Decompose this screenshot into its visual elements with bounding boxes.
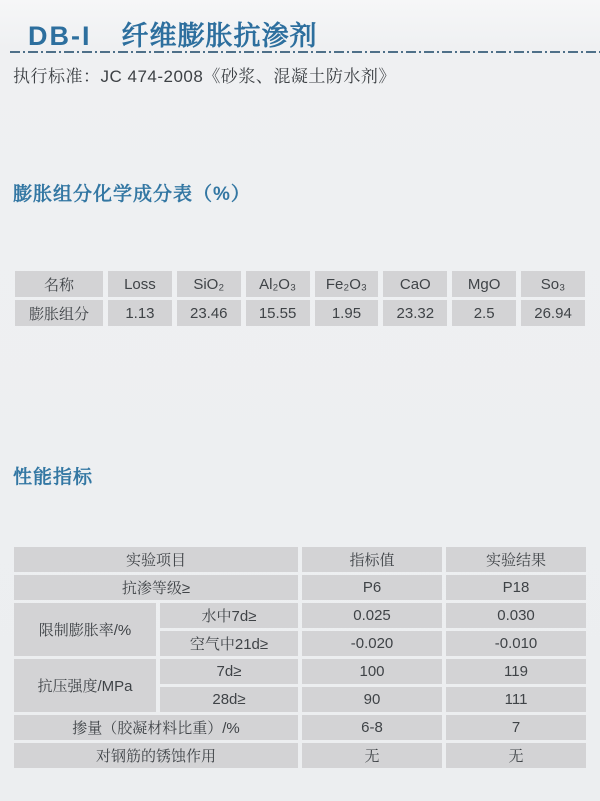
- compressive-28d-result: 111: [446, 687, 586, 712]
- dosage-label: 掺量（胶凝材料比重）/%: [14, 715, 298, 740]
- corrosion-label: 对钢筋的锈蚀作用: [14, 743, 298, 768]
- expansion-air21d-label: 空气中21d≥: [160, 631, 298, 656]
- perf-header-item: 实验项目: [14, 547, 298, 572]
- chem-value-loss: 1.13: [108, 300, 172, 326]
- chem-row-label: 膨胀组分: [15, 300, 103, 326]
- chem-header-loss: Loss: [108, 271, 172, 297]
- chem-header-fe2o3: Fe₂O₃: [315, 271, 379, 297]
- perf-row-expansion-water7d: [14, 603, 586, 628]
- perf-row-compressive-7d: [14, 659, 586, 684]
- perf-row-impermeability: [14, 575, 586, 600]
- chem-header-cao: CaO: [383, 271, 447, 297]
- impermeability-target: P6: [302, 575, 442, 600]
- chemical-composition-table: [10, 268, 590, 329]
- perf-row-dosage: [14, 715, 586, 740]
- dosage-target: 6-8: [302, 715, 442, 740]
- performance-table: [10, 544, 590, 771]
- chem-header-name: 名称: [15, 271, 103, 297]
- expansion-air21d-target: -0.020: [302, 631, 442, 656]
- chem-value-al2o3: 15.55: [246, 300, 310, 326]
- expansion-water7d-target: 0.025: [302, 603, 442, 628]
- chem-header-so3: So₃: [521, 271, 585, 297]
- expansion-water7d-label: 水中7d≥: [160, 603, 298, 628]
- corrosion-result: 无: [446, 743, 586, 768]
- perf-header-result: 实验结果: [446, 547, 586, 572]
- page-title: [28, 14, 318, 53]
- corrosion-target: 无: [302, 743, 442, 768]
- perf-row-corrosion: [14, 743, 586, 768]
- compressive-7d-label: 7d≥: [160, 659, 298, 684]
- chem-value-sio2: 23.46: [177, 300, 241, 326]
- chem-header-row: [15, 271, 585, 297]
- compressive-7d-result: 119: [446, 659, 586, 684]
- compressive-28d-target: 90: [302, 687, 442, 712]
- perf-section-heading: 性能指标: [13, 467, 94, 488]
- product-name: 纤维膨胀抗渗剂: [121, 21, 318, 51]
- product-model: DB-I: [28, 21, 92, 51]
- chem-value-so3: 26.94: [521, 300, 585, 326]
- chem-value-fe2o3: 1.95: [315, 300, 379, 326]
- chem-header-sio2: SiO₂: [177, 271, 241, 297]
- chem-header-al2o3: Al₂O₃: [246, 271, 310, 297]
- expansion-air21d-result: -0.010: [446, 631, 586, 656]
- compressive-label: 抗压强度/MPa: [14, 659, 156, 712]
- expansion-label: 限制膨胀率/%: [14, 603, 156, 656]
- chem-value-mgo: 2.5: [452, 300, 516, 326]
- chem-header-mgo: MgO: [452, 271, 516, 297]
- execution-standard: 执行标准：JC 474-2008《砂浆、混凝土防水剂》: [13, 67, 396, 86]
- chem-value-cao: 23.32: [383, 300, 447, 326]
- chem-data-row: [15, 300, 585, 326]
- dash-dot-divider: [10, 51, 600, 53]
- dosage-result: 7: [446, 715, 586, 740]
- impermeability-result: P18: [446, 575, 586, 600]
- perf-header-row: [14, 547, 586, 572]
- compressive-7d-target: 100: [302, 659, 442, 684]
- compressive-28d-label: 28d≥: [160, 687, 298, 712]
- expansion-water7d-result: 0.030: [446, 603, 586, 628]
- perf-header-target: 指标值: [302, 547, 442, 572]
- impermeability-label: 抗渗等级≥: [14, 575, 298, 600]
- chem-section-heading: 膨胀组分化学成分表（%）: [13, 184, 251, 205]
